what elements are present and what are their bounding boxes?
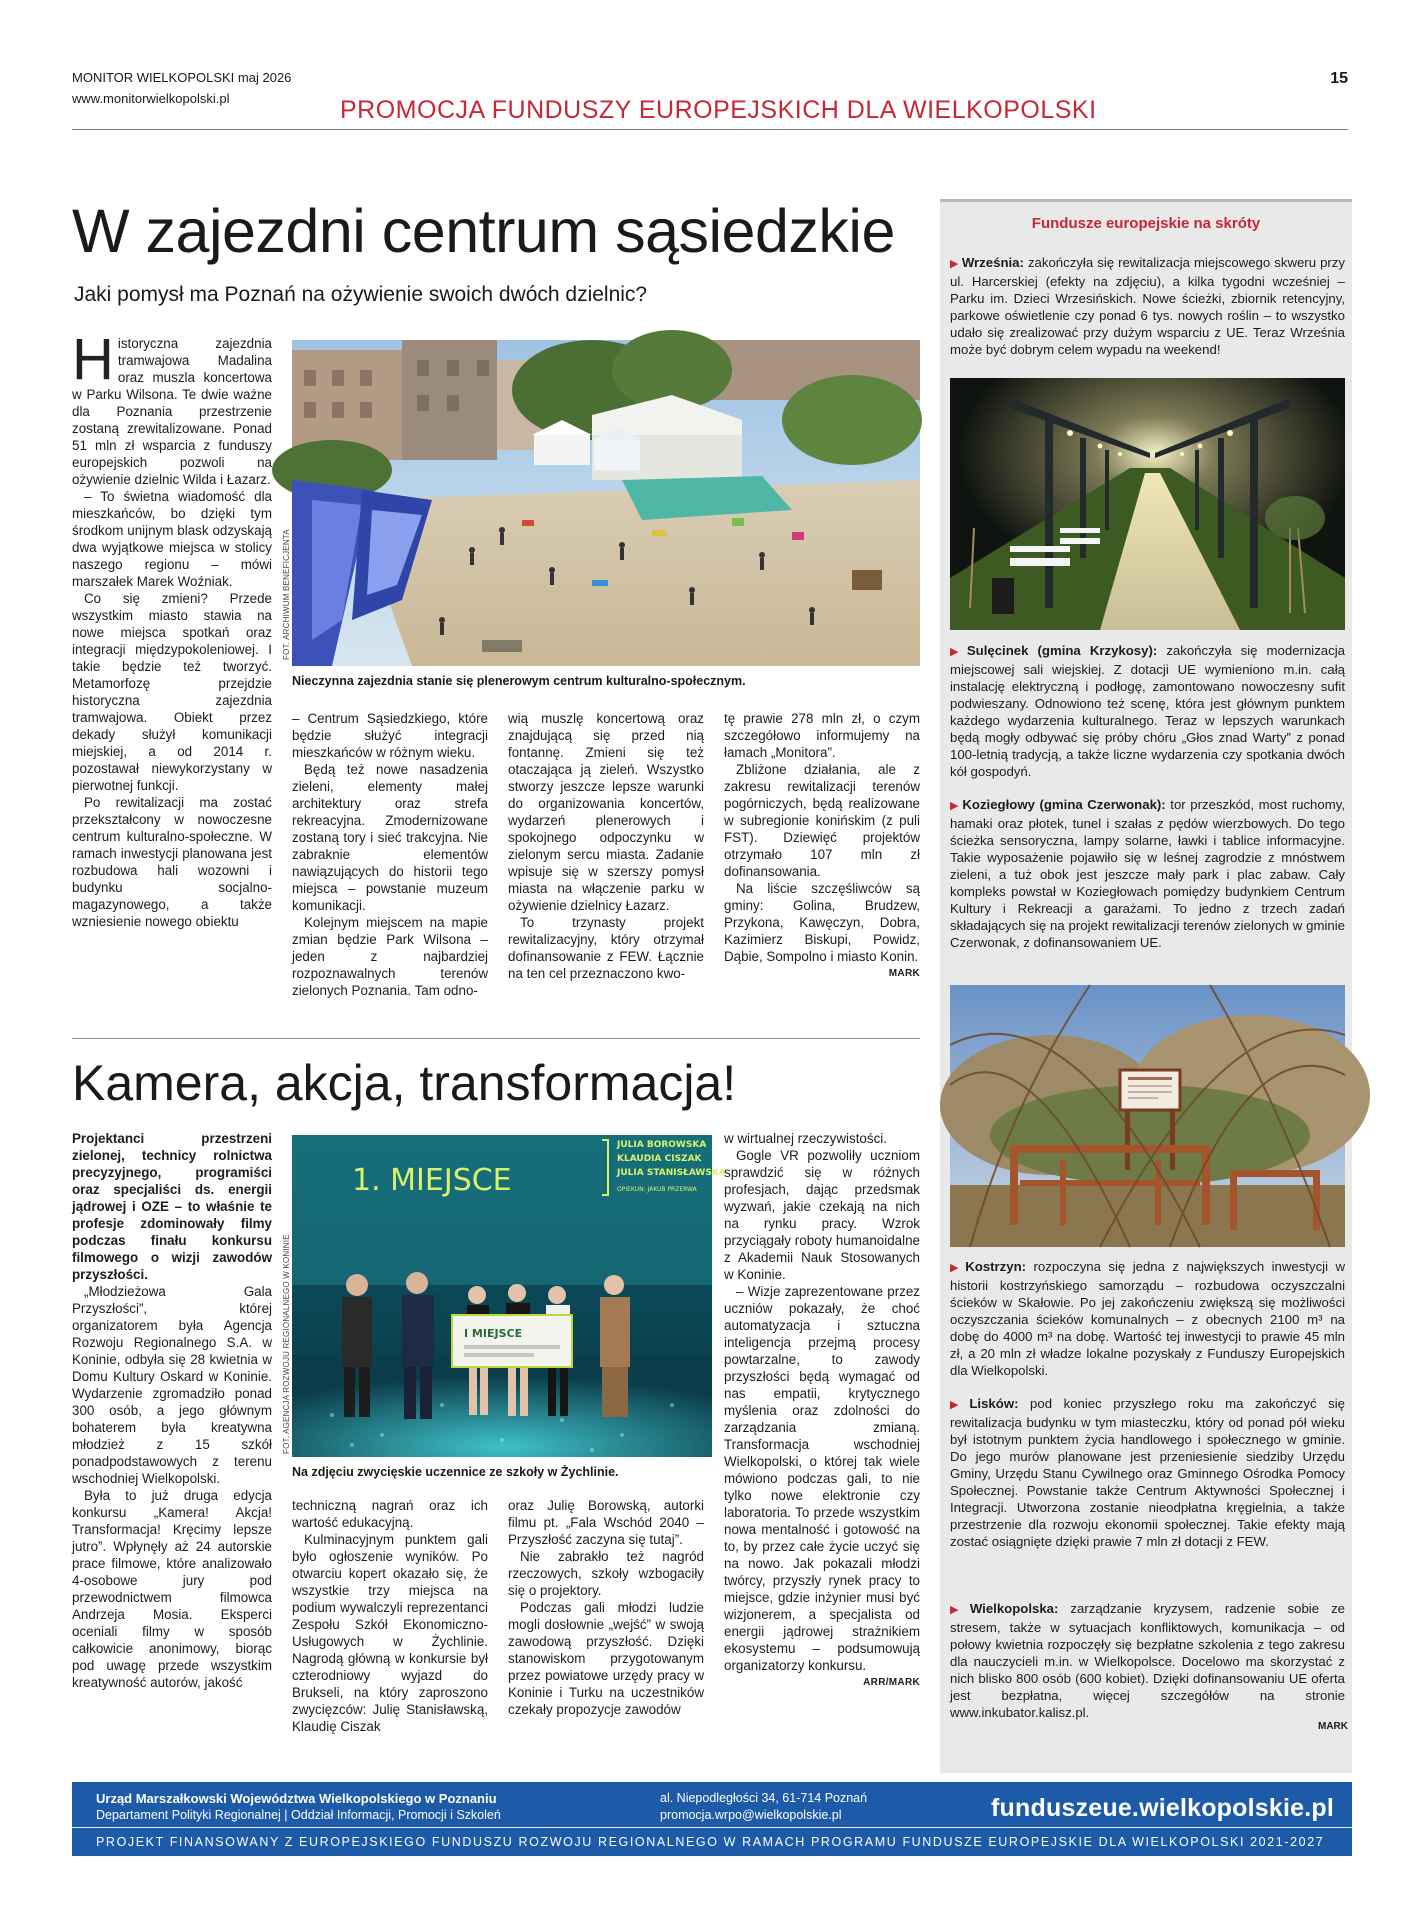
issue-date: maj 2026	[237, 70, 292, 85]
triangle-bullet-icon: ▶	[950, 1399, 967, 1411]
article2-title: Kamera, akcja, transformacja!	[72, 1055, 737, 1111]
triangle-bullet-icon: ▶	[950, 1604, 967, 1616]
article1-paragraph: Kolejnym miejscem na mapie zmian będzie Park Wilsona – jeden z najbardziej rozpoznawalnych terenów zielonych Poznania. Tam odno-	[292, 915, 488, 998]
article1-column-2	[292, 710, 488, 999]
article1-column-4	[724, 710, 920, 982]
cheque-text: I MIEJSCE	[464, 1327, 523, 1340]
triangle-bullet-icon: ▶	[950, 646, 964, 658]
screen-name-3: JULIA STANISŁAWSKA	[617, 1168, 726, 1178]
depot-photo	[292, 340, 920, 666]
screen-name-1: JULIA BOROWSKA	[617, 1140, 707, 1150]
gala-photo-credit: FOT. AGENCJA ROZWOJU REGIONALNEGO W KONINIE	[282, 1234, 291, 1454]
publication-name	[72, 70, 291, 85]
triangle-bullet-icon: ▶	[950, 258, 959, 270]
article1-paragraph: Zbliżone działania, ale z zakresu rewitalizacji terenów pogórniczych, będą realizowane w subregionie konińskim (z puli FST). Dziewięć projektów otrzymało 107 mln zł dofinansowania.	[724, 762, 920, 879]
article2-paragraph: – Wizje zaprezentowane przez uczniów pokazały, że choć automatyzacja i sztuczna inteligencja przejmą procesy powtarzalne, to zawody przyszłości będą wymagać od nas empatii, krytycznego myślenia oraz zdolności do zarządzania zmianą. Transformacja wschodniej Wielkopolski, o której tak wiele mówiono podczas gali, to nie tylko nowe elektronie czy laboratoria. To przede wszystkim nowa mentalność i gotowość na to, by przez całe życie uczyć się na nowo. Jak pokazali młodzi twórcy, przyszły rynek pracy to miejsce, gdzie inżynier musi być wizjonerem, a specjalista od energii jądrowej strażnikiem ekosystemu – podsumowują organizatorzy konkursu.	[724, 1284, 920, 1673]
sidebar-signature: MARK	[1318, 1721, 1348, 1732]
article2-column-1	[72, 1130, 272, 1691]
page-number: 15	[1330, 70, 1348, 87]
depot-photo-credit: FOT. ARCHIWUM BENEFICJENTA	[282, 529, 291, 660]
article2-signature: ARR/MARK	[863, 1677, 920, 1688]
dropcap: H	[72, 327, 114, 392]
article2-paragraph: Gogle VR pozwoliły uczniom sprawdzić się w różnych profesjach, dając przedsmak wyzwań, jakie czekają na nich na rynku pracy. Wzrok przyciągały roboty humanoidalne z Akademii Nauk Stosowanych w Koninie.	[724, 1148, 920, 1282]
depot-photo-caption: Nieczynna zajezdnia stanie się plenerowym centrum kulturalno-społecznym.	[292, 674, 746, 688]
sidebar-item-place: Kostrzyn:	[965, 1259, 1027, 1274]
sidebar-item-kozieglowy	[950, 796, 1345, 951]
article1-deck: Jaki pomysł ma Poznań na ożywienie swoich dwóch dzielnic?	[74, 283, 648, 306]
sidebar-item-place: Wielkopolska:	[969, 1601, 1059, 1616]
sidebar-item-text: zakończyła się modernizacja miejscowej sali wiejskiej. Z dotacji UE wymieniono m.in. całą instalację elektryczną i podłogę, zamontowano nowoczesny sufit podwieszany. Odnowiono też scenę, która jest głównym punktem każdego wydarzenia kulturalnego. Teraz w lepszych warunkach będą mogły odbywać się próby chóru „Głos znad Warty” z ponad 100-letnią tradycją, a także liczne wydarzenia czy spotkania dwóch kół gospodyń.	[950, 643, 1345, 779]
article2-paragraph: Była to już druga edycja konkursu „Kamera! Akcja! Transformacja! Kręcimy lepsze jutro”. Wpłynęły aż 24 autorskie prace filmowe, które analizowało 4-osobowe jury pod przewodnictwem filmowca Andrzeja Mosia. Eksperci oceniali filmy w sposób całkowicie anonimowy, biorąc pod uwagę przede wszystkim kreatywność autorów, jakość	[72, 1488, 272, 1690]
sidebar-item-place: Lisków:	[969, 1396, 1019, 1411]
publication-title: MONITOR WIELKOPOLSKI	[72, 70, 235, 85]
screen-subtitle: OPIEKUN: JAKUB PRZERWA	[617, 1186, 697, 1193]
sidebar-item-place: Września:	[961, 255, 1024, 270]
section-banner: PROMOCJA FUNDUSZY EUROPEJSKICH DLA WIELKOPOLSKI	[340, 96, 1097, 124]
footer-department: Departament Polityki Regionalnej | Oddział Informacji, Promocji i Szkoleń	[96, 1808, 501, 1822]
gala-photo	[292, 1135, 726, 1457]
article2-paragraph: w wirtualnej rzeczywistości.	[724, 1131, 887, 1146]
kozieglowy-photo-image	[950, 985, 1345, 1247]
screen-place-text: 1. MIEJSCE	[352, 1163, 512, 1198]
sidebar-item-text: zarządzanie kryzysem, radzenie sobie ze stresem, także w sytuacjach konfliktowych, komunikacja – od połowy kwietnia rozpoczęły się bezpłatne szkolenia z tego zakresu dla nauczycieli m.in. w Wielkopolsce. Docelowo ma skorzystać z nich blisko 800 osób (600 kobiet). Dzięki dofinansowaniu UE oferta jest bezpłatna, więcej szczegółów na stronie www.inkubator.kalisz.pl.	[950, 1601, 1345, 1720]
article1-paragraph: To trzynasty projekt rewitalizacyjny, który otrzymał dofinansowanie z FEW. Łącznie na ten cel przeznaczono kwo-	[508, 915, 704, 981]
sidebar-item-wielkopolska	[950, 1600, 1345, 1721]
sidebar-item-wrzesnia	[950, 254, 1345, 358]
footer-project-line: PROJEKT FINANSOWANY Z EUROPEJSKIEGO FUNDUSZU ROZWOJU REGIONALNEGO W RAMACH PROGRAMU FUNDUSZE EUROPEJSKIE DLA WIELKOPOLSKI 2021-2027	[96, 1835, 1325, 1849]
wrzesnia-photo-image	[950, 378, 1345, 630]
footer-address: al. Niepodległości 34, 61-714 Poznań	[660, 1791, 868, 1805]
gala-photo-image	[292, 1135, 726, 1457]
article1-paragraph: – Centrum Sąsiedzkiego, które będzie służyć integracji mieszkańców w różnym wieku.	[292, 711, 488, 760]
publication-website[interactable]: www.monitorwielkopolski.pl	[72, 91, 230, 106]
article2-column-2	[292, 1497, 488, 1735]
header-divider	[72, 129, 1348, 130]
article1-paragraph: istoryczna zajezdnia tramwajowa Madalina oraz muszla koncertowa w Parku Wilsona. Te dwie ważne dla Poznania przestrzenie zostaną zrewitalizowane. Ponad 51 mln zł wsparcia z funduszy europejskich pozwoli na ożywienie dzielnic Wilda i Łazarz.	[72, 336, 272, 487]
screen-name-2: KLAUDIA CISZAK	[617, 1154, 702, 1164]
sidebar-item-place: Sulęcinek (gmina Krzykosy):	[966, 643, 1158, 658]
depot-photo-image	[292, 340, 920, 666]
article1-paragraph: Co się zmieni? Przede wszystkim miasto stawia na nowe miejsca spotkań oraz integracji międzypokoleniowej. I takie będzie też tworzyć. Metamorfozę przejdzie historyczna zajezdnia tramwajowa. Obiekt przez dekady służył komunikacji miejskiej, a od 2014 r. pozostawał niewykorzystany w pierwotnej funkcji.	[72, 591, 272, 793]
sidebar-item-text: zakończyła się rewitalizacja miejscowego skweru przy ul. Harcerskiej (efekty na zdjęciu), a kilka tygodni wcześniej – Parku im. Dzieci Wrzesińskich. Nowe ścieżki, zbiornik retencyjny, parkowe oświetlenie czy ponad 6 tys. nowych roślin – to wszystko udało się zrealizować przy dużym wsparciu z UE. Teraz Września może być dobrym celem wypadu na weekend!	[950, 255, 1345, 357]
wrzesnia-photo	[950, 378, 1345, 630]
sidebar-title: Fundusze europejskie na skróty	[1031, 215, 1261, 232]
article1-paragraph: Po rewitalizacji ma zostać przekształcony w nowoczesne centrum kulturalno-społeczne. W ramach inwestycji planowana jest rozbudowa hali wozowni i budynku socjalno-magazynowego, a także wzniesienie nowego obiektu	[72, 795, 272, 929]
sidebar-item-kostrzyn	[950, 1258, 1345, 1379]
footer-divider	[72, 1827, 1352, 1828]
sidebar-item-text: pod koniec przyszłego roku ma zakończyć się rewitalizacja budynku w tym miasteczku, który od ponad pół wieku był istotnym punktem życia handlowego i społecznego w gminie. Do jego murów planowane jest przeniesienie siedziby Urzędu Gminy, Urzędu Stanu Cywilnego oraz Gminnego Ośrodka Pomocy Społecznej. Powstanie także Centrum Aktywności Społecznej i Integracji. Utworzona zostanie nieodpłatna kręgielnia, a także przestrzenie dla rozwoju ekonomii społecznej. Takie efekty mają zostać osiągnięte dzięki prawie 7 mln zł dotacji z FEW.	[950, 1396, 1345, 1549]
article1-paragraph: Będą też nowe nasadzenia zieleni, elementy małej architektury oraz strefa rekreacyjna. Zmodernizowane zostaną tory i sieć trakcyjna. Nie zabraknie elementów nawiązujących do historii tego miejsca – powstanie muzeum komunikacji.	[292, 762, 488, 913]
sidebar-item-liskow	[950, 1395, 1345, 1550]
footer-organization: Urząd Marszałkowski Województwa Wielkopolskiego w Poznaniu	[96, 1791, 497, 1806]
article1-signature: MARK	[888, 968, 920, 979]
article2-paragraph: techniczną nagrań oraz ich wartość edukacyjną.	[292, 1498, 488, 1530]
article-divider	[72, 1038, 920, 1039]
triangle-bullet-icon: ▶	[950, 800, 960, 812]
footer-email[interactable]: promocja.wrpo@wielkopolskie.pl	[660, 1808, 842, 1822]
article2-paragraph: „Młodzieżowa Gala Przyszłości”, której organizatorem była Agencja Rozwoju Regionalnego S.A. w Koninie, odbyła się 28 kwietnia w Domu Kultury Oskard w Koninie. Wydarzenie zgromadziło ponad 300 osób, a jego głównym bohaterem była kreatywna młodzież z 15 szkół ponadpodstawowych z terenu wschodniej Wielkopolski.	[72, 1284, 272, 1486]
article2-lead: Projektanci przestrzeni zielonej, technicy rolnictwa precyzyjnego, programiści oraz specjaliści ds. energii jądrowej i OZE – to właśnie te profesje zdominowały filmy podczas finału konkursu filmowego o wizji zawodów przyszłości.	[72, 1131, 272, 1282]
article1-paragraph: – To świetna wiadomość dla mieszkańców, bo dzięki tym środkom unijnym blask odzyskają dwa wyjątkowe miejsca w stolicy naszego regionu – mówi marszałek Marek Woźniak.	[72, 489, 272, 589]
footer-bar	[72, 1782, 1352, 1856]
article1-title: W zajezdni centrum sąsiedzkie	[72, 197, 895, 265]
sidebar-item-text: rozpoczyna się jedna z największych inwestycji w historii kostrzyńskiego samorządu – rozbudowa oczyszczalni ścieków w Skałowie. Po jej zakończeniu zwiększą się możliwości oczyszczania ścieków komunalnych – z obecnych 2100 m³ na dobę do 4000 m³ na dobę. Wartość tej inwestycji to prawie 45 mln zł, a 20 mln zł władze lokalne pozyskały z Funduszy Europejskich dla Wielkopolski.	[950, 1259, 1345, 1378]
article2-paragraph: Podczas gali młodzi ludzie mogli dosłownie „wejść” w swoją zawodową przyszłość. Dzięki stanowiskom przygotowanym przez powiatowe urzędy pracy w Koninie i Turku na uczestników czekały propozycje zawodów	[508, 1600, 704, 1717]
article1-column-1	[72, 327, 272, 930]
footer-website[interactable]: funduszeue.wielkopolskie.pl	[991, 1794, 1334, 1822]
gala-photo-caption: Na zdjęciu zwycięskie uczennice ze szkoły w Żychlinie.	[292, 1465, 619, 1479]
article1-column-3	[508, 710, 704, 982]
article2-paragraph: Nie zabrakło też nagród rzeczowych, szkoły wzbogaciły się o projektory.	[508, 1549, 704, 1598]
sidebar-item-sulecinek	[950, 642, 1345, 780]
article2-column-4	[724, 1130, 920, 1691]
article2-column-3	[508, 1497, 704, 1718]
sidebar-item-text: tor przeszkód, most ruchomy, hamaki oraz płotek, tunel i szałas z pędów wierzbowych. Do tego ścieżka sensoryczna, lampy solarne, ławki i tablice informacyjne. Takie wyposażenie pojawiło się w leśnej zagrodzie z mnóstwem zieleni, a tuż obok jest jeszcze mały park i plac zabaw. Cały kompleks powstał w Koziegłowach pomiędzy budynkiem Centrum Kultury i Rekreacji a garażami. To jedno z trzech zadań składających się na projekt rewitalizacji terenów zielonych w gminie Czerwonak, z dofinansowaniem UE.	[950, 797, 1345, 950]
article1-paragraph: Na liście szczęśliwców są gminy: Golina, Brudzew, Przykona, Kawęczyn, Dobra, Kazimierz Biskupi, Powidz, Dąbie, Sompolno i miasto Konin.	[724, 881, 920, 964]
sidebar-item-place: Koziegłowy (gmina Czerwonak):	[962, 797, 1166, 812]
article2-paragraph: Kulminacyjnym punktem gali było ogłoszenie wyników. Po otwarciu kopert okazało się, że wszystkie trzy miejsca na podium wywalczyli reprezentanci Zespołu Szkół Ekonomiczno-Usługowych w Żychlinie. Nagrodą główną w konkursie był czterodniowy wyjazd do Brukseli, na który zaproszono zwycięzców: Julię Stanisławską, Klaudię Ciszak	[292, 1532, 488, 1734]
triangle-bullet-icon: ▶	[950, 1262, 963, 1274]
kozieglowy-photo	[950, 985, 1345, 1247]
article2-paragraph: oraz Julię Borowską, autorki filmu pt. „Fala Wschód 2040 – Przyszłość zaczyna się tutaj”.	[508, 1498, 704, 1547]
article1-paragraph: tę prawie 278 mln zł, o czym szczegółowo informujemy na łamach „Monitora”.	[724, 711, 920, 760]
article1-paragraph: wią muszlę koncertową oraz znajdującą się przed nią fontannę. Zmieni się też otaczająca ją zieleń. Wszystko stworzy jeszcze lepsze warunki do organizowania koncertów, wydarzeń plenerowych i spokojnego odpoczynku w zielonym sercu miasta. Zadanie wpisuje się w szerszy pomysł miasta na włączenie parku w ożywienie dzielnicy Łazarz.	[508, 711, 704, 913]
